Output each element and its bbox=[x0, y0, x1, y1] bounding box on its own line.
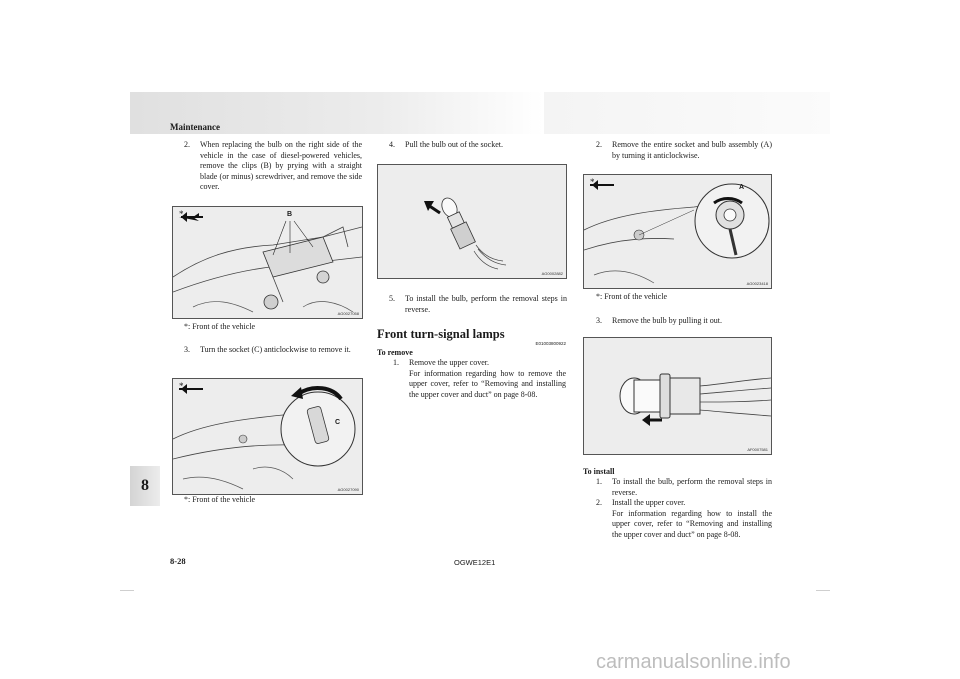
document-code: OGWE12E1 bbox=[454, 558, 496, 567]
right-install-step-2 bbox=[596, 498, 772, 540]
right-step-3 bbox=[596, 316, 772, 327]
heading-code: E01003800922 bbox=[535, 341, 566, 346]
caption: *: Front of the vehicle bbox=[184, 322, 256, 331]
step-detail: For information regarding how to remove the upper cover, refer to “Removing and installing the upper cover and duct” on page 8-08. bbox=[409, 368, 566, 399]
section-heading bbox=[377, 327, 566, 346]
crop-mark bbox=[816, 590, 830, 591]
figure-code: AG0027058 bbox=[337, 311, 359, 316]
step-text: To install the bulb, perform the removal steps in reverse. bbox=[612, 477, 772, 497]
crop-mark bbox=[120, 590, 134, 591]
step-detail: For information regarding how to install the upper cover, refer to “Removing and installing the upper cover and duct” on page 8-08. bbox=[612, 508, 772, 539]
engine-bay-illustration bbox=[173, 207, 362, 318]
step-number: 3. bbox=[184, 345, 190, 354]
middle-step-4 bbox=[389, 140, 567, 151]
step-text: Remove the upper cover. bbox=[409, 358, 489, 367]
step-number: 1. bbox=[596, 477, 602, 486]
figure-bulb-socket bbox=[377, 164, 567, 279]
step-text: Pull the bulb out of the socket. bbox=[405, 140, 503, 149]
left-step-3 bbox=[184, 345, 362, 356]
socket-assembly-illustration bbox=[584, 175, 771, 288]
chapter-number: 8 bbox=[141, 477, 149, 494]
figure-side-cover-clips: * B AG0027058 bbox=[172, 206, 363, 319]
figure-code: AG0002882 bbox=[541, 271, 563, 276]
step-text: Turn the socket (C) anticlockwise to remove it. bbox=[200, 345, 351, 354]
caption: *: Front of the vehicle bbox=[596, 292, 668, 301]
heading-text: Front turn-signal lamps bbox=[377, 327, 505, 341]
figure-code: AG0027090 bbox=[337, 487, 359, 492]
subheading-to-install: To install bbox=[583, 467, 615, 476]
step-text: Remove the bulb by pulling it out. bbox=[612, 316, 722, 325]
figure-socket-c: * C AG0027090 bbox=[172, 378, 363, 495]
middle-remove-step-1 bbox=[393, 358, 566, 400]
step-number: 3. bbox=[596, 316, 602, 325]
right-install-step-1 bbox=[596, 477, 772, 498]
step-number: 1. bbox=[393, 358, 399, 367]
step-number: 2. bbox=[596, 498, 602, 507]
caption: *: Front of the vehicle bbox=[184, 495, 256, 504]
step-text: To install the bulb, perform the removal steps in reverse. bbox=[405, 294, 567, 314]
bulb-removal-illustration bbox=[584, 338, 771, 454]
middle-step-5 bbox=[389, 294, 567, 315]
page-number: 8-28 bbox=[170, 556, 186, 566]
step-text: When replacing the bulb on the right side of the vehicle in the case of diesel-powered vehicles, remove the clips (B) by prying with a straight blade (or minus) screwdriver, and remove the side cover. bbox=[200, 140, 362, 191]
section-title: Maintenance bbox=[170, 122, 220, 132]
header-band-fade bbox=[544, 92, 830, 134]
step-text: Remove the entire socket and bulb assembly (A) by turning it anticlockwise. bbox=[612, 140, 772, 160]
bulb-socket-illustration bbox=[378, 165, 566, 278]
left-step-2 bbox=[184, 140, 362, 193]
step-number: 5. bbox=[389, 294, 395, 303]
figure-bulb-removal bbox=[583, 337, 772, 455]
figure-code: AF0007581 bbox=[747, 447, 768, 452]
figure-socket-assembly-a: * A AG0023418 bbox=[583, 174, 772, 289]
step-number: 2. bbox=[596, 140, 602, 149]
figure-label: A bbox=[739, 184, 745, 191]
watermark: carmanualsonline.info bbox=[596, 651, 791, 673]
right-step-2 bbox=[596, 140, 772, 161]
socket-illustration bbox=[173, 379, 362, 494]
step-number: 2. bbox=[184, 140, 190, 149]
figure-label: B bbox=[287, 211, 293, 218]
subheading-to-remove: To remove bbox=[377, 348, 413, 357]
step-number: 4. bbox=[389, 140, 395, 149]
figure-code: AG0023418 bbox=[746, 281, 768, 286]
figure-label: C bbox=[335, 419, 341, 426]
step-text: Install the upper cover. bbox=[612, 498, 686, 507]
